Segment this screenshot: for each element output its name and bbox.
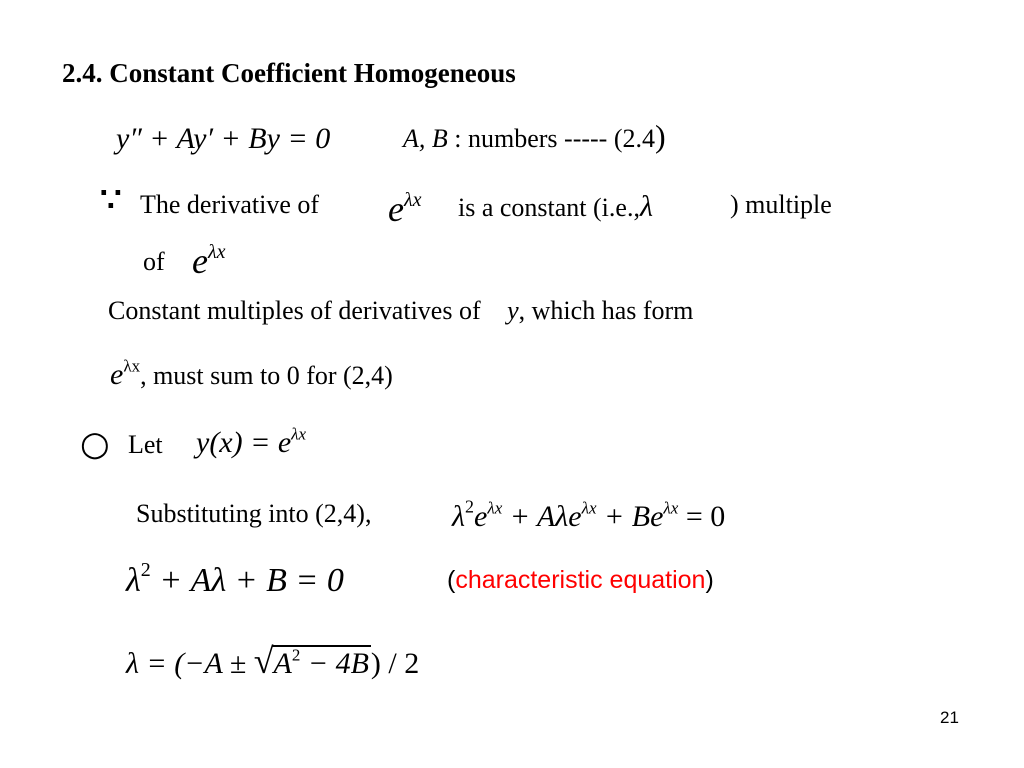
derivative-line-2	[458, 190, 653, 224]
constant-multiples-line	[108, 296, 693, 326]
root-formula	[126, 640, 419, 682]
squared: 2	[465, 496, 474, 517]
exponent: λx	[487, 498, 503, 518]
exponent: λx	[123, 356, 141, 376]
characteristic-label	[447, 566, 714, 595]
e-symbol: e	[192, 241, 208, 281]
of-text: of	[143, 247, 165, 276]
let-label: Let	[128, 430, 163, 459]
derivative-line	[140, 190, 319, 220]
open-paren: (	[447, 566, 456, 594]
close-paren: )	[705, 566, 714, 594]
lambda-symbol: λ	[639, 190, 653, 223]
radicand: $A^2 - 4B$	[273, 645, 369, 680]
exponent: λx	[291, 424, 307, 444]
root-rhs: ) / 2	[370, 647, 420, 680]
ode-equation: y″ + Ay′ + By = 0	[116, 122, 331, 155]
substituting-label: Substituting into (2,4),	[136, 499, 372, 528]
root-lhs: λ = (−A ±	[126, 647, 254, 680]
e-symbol: e	[474, 500, 488, 533]
e-symbol: e	[110, 358, 124, 391]
sum-line	[110, 358, 393, 392]
because-symbol: ∵	[100, 182, 122, 219]
page-number: 21	[940, 708, 959, 727]
derivative-text-2: is a constant (i.e.,	[458, 193, 640, 222]
characteristic-equation-label: characteristic equation	[455, 566, 706, 594]
bullet-circle: ○	[80, 424, 110, 464]
exp-term-2	[192, 240, 226, 282]
let-equation	[196, 426, 306, 460]
b-term: + Be	[596, 500, 664, 533]
characteristic-equation	[126, 559, 344, 600]
y-symbol: y	[507, 296, 519, 325]
a-term: + Aλe	[502, 500, 582, 533]
derivative-text-3: ) multiple	[730, 190, 832, 219]
e-symbol: e	[388, 189, 404, 229]
exp-term-1	[388, 188, 422, 230]
sqrt-symbol: √	[253, 641, 274, 681]
sum-text: , must sum to 0 for (2,4)	[140, 361, 393, 390]
lambda-symbol: λ	[452, 500, 465, 533]
let-lhs: y(x) = e	[196, 426, 292, 459]
ode-note-text: : numbers ----- (2.4	[447, 124, 655, 153]
cm-text-2: , which has form	[518, 296, 694, 325]
cm-text-1: Constant multiples of derivatives of	[108, 296, 481, 325]
equals-zero: = 0	[678, 500, 726, 533]
ode-note-paren: )	[654, 118, 666, 154]
lambda-symbol: λ	[126, 562, 141, 599]
squared: 2	[140, 559, 151, 581]
exponent: λx	[207, 241, 226, 263]
ab-constants: A, B	[403, 124, 448, 153]
derivative-text-1: The derivative of	[140, 190, 320, 219]
exponent: λx	[403, 189, 422, 211]
exponent: λx	[663, 498, 679, 518]
slide-title: 2.4. Constant Coefficient Homogeneous	[62, 58, 516, 88]
ode-note	[403, 118, 666, 155]
substituted-equation	[452, 496, 726, 534]
exponent: λx	[581, 498, 597, 518]
char-rest: + Aλ + B = 0	[150, 562, 344, 599]
